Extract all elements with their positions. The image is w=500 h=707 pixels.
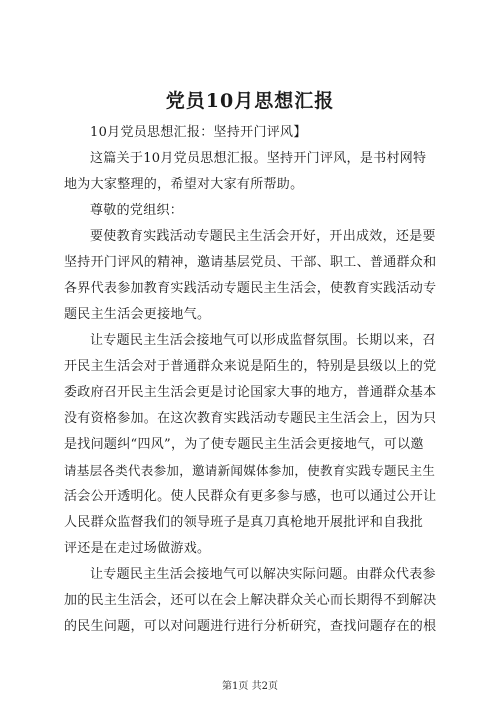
text-line: 地为大家整理的，希望对大家有所帮助。 <box>64 177 304 192</box>
text-line: 请基层各类代表参加，邀请新闻媒体参加，使教育实践专题民主生 <box>64 463 436 478</box>
text-line: 活会公开透明化。使人民群众有更多参与感，也可以通过公开让 <box>64 489 437 504</box>
text-line: 开民主生活会对于普通群众来说是陌生的，特别是县级以上的党 <box>64 359 437 374</box>
text-line: 委政府召开民主生活会更是讨论国家大事的地方，普通群众基本 <box>64 385 437 400</box>
text-line: 评还是在走过场做游戏。 <box>64 541 211 556</box>
paragraph <box>64 120 438 146</box>
text-line: 题民主生活会更接地气。 <box>64 307 211 322</box>
text-line: 各界代表参加教育实践活动专题民主生活会，使教育实践活动专 <box>64 281 437 296</box>
text-line: 是找问题纠“四风”，为了使专题民主生活会更接地气，可以邀 <box>64 437 424 452</box>
paragraph <box>64 146 438 198</box>
page-number-footer: 第1页 共2页 <box>222 681 278 692</box>
text-line: 没有资格参加。在这次教育实践活动专题民主生活会上，因为只 <box>64 411 437 426</box>
paragraph <box>64 328 438 562</box>
text-line: 这篇关于10月党员思想汇报。坚持开门评风，是书村网特 <box>90 151 427 166</box>
text-line: 的民生问题，可以对问题进行进行分析研究，查找问题存在的根 <box>64 619 437 634</box>
text-line: 坚持开门评风的精神，邀请基层党员、干部、职工、普通群众和 <box>64 255 437 270</box>
paragraph <box>64 224 438 328</box>
paragraph <box>64 198 438 224</box>
text-line: 让专题民主生活会接地气可以形成监督氛围。长期以来，召 <box>90 333 436 348</box>
paragraph <box>64 562 438 640</box>
text-line: 让专题民主生活会接地气可以解决实际问题。由群众代表参 <box>90 567 436 582</box>
page-title: 党员10月思想汇报 <box>165 90 335 112</box>
document-body <box>64 120 438 640</box>
text-line: 要使教育实践活动专题民主生活会开好，开出成效，还是要 <box>90 229 436 244</box>
text-line: 10月党员思想汇报：坚持开门评风】 <box>90 125 307 140</box>
text-line: 人民群众监督我们的领导班子是真刀真枪地开展批评和自我批 <box>64 515 424 530</box>
text-line: 加的民主生活会，还可以在会上解决群众关心而长期得不到解决 <box>64 593 437 608</box>
text-line: 尊敬的党组织： <box>90 203 184 218</box>
